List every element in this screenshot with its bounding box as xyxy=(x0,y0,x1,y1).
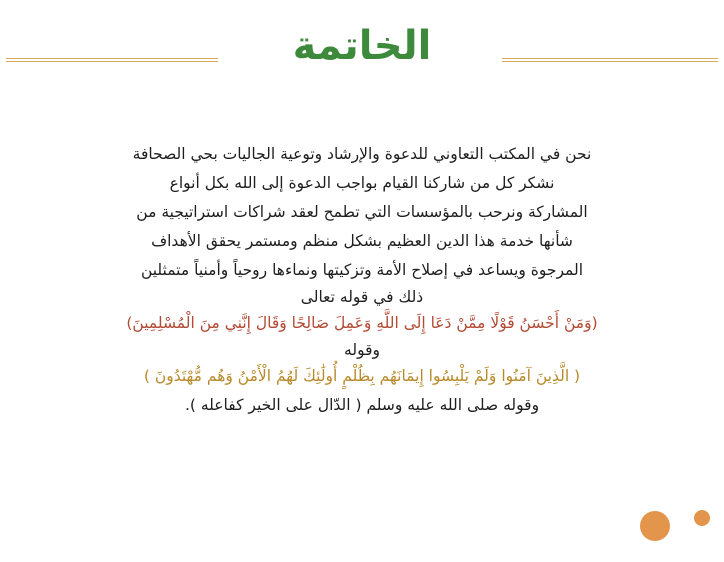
quran-verse-2: ( الَّذِينَ آمَنُوا وَلَمْ يَلْبِسُوا إِيمَانَهُم بِظُلْمٍ أُولَٰئِكَ لَهُمُ الْأَمْنُ وَهُم مُّهْتَدُونَ ) xyxy=(143,367,581,385)
page-title: الخاتمة xyxy=(292,23,432,69)
decorative-rule-right xyxy=(502,58,718,62)
closing-text xyxy=(22,140,702,420)
paragraph-line: المرجوة ويساعد في إصلاح الأمة وتزكيتها ونماءها روحياً وأمنياً متمثلين xyxy=(140,261,584,279)
paragraph-line: نشكر كل من شاركنا القيام بواجب الدعوة إلى الله بكل أنواع xyxy=(169,174,555,192)
connector-text: وقوله xyxy=(344,341,380,359)
page-header xyxy=(0,0,724,100)
decorative-dot-large xyxy=(640,511,670,541)
paragraph-line: ذلك في قوله تعالى xyxy=(300,288,424,306)
paragraph-line: نحن في المكتب التعاوني للدعوة والإرشاد وتوعية الجاليات بحي الصحافة xyxy=(132,145,592,163)
quran-verse-1: (وَمَنْ أَحْسَنُ قَوْلًا مِمَّنْ دَعَا إِلَى اللَّهِ وَعَمِلَ صَالِحًا وَقَالَ إِنَّنِي مِنَ الْمُسْلِمِينَ) xyxy=(126,314,598,332)
decorative-dot-small xyxy=(694,510,710,526)
paragraph-line: المشاركة ونرحب بالمؤسسات التي تطمح لعقد شراكات استراتيجية من xyxy=(136,203,588,221)
hadith-line: وقوله صلى الله عليه وسلم ( الدّال على الخير كفاعله ). xyxy=(184,396,540,414)
paragraph-line: شأنها خدمة هذا الدين العظيم بشكل منظم ومستمر يحقق الأهداف xyxy=(151,232,573,250)
